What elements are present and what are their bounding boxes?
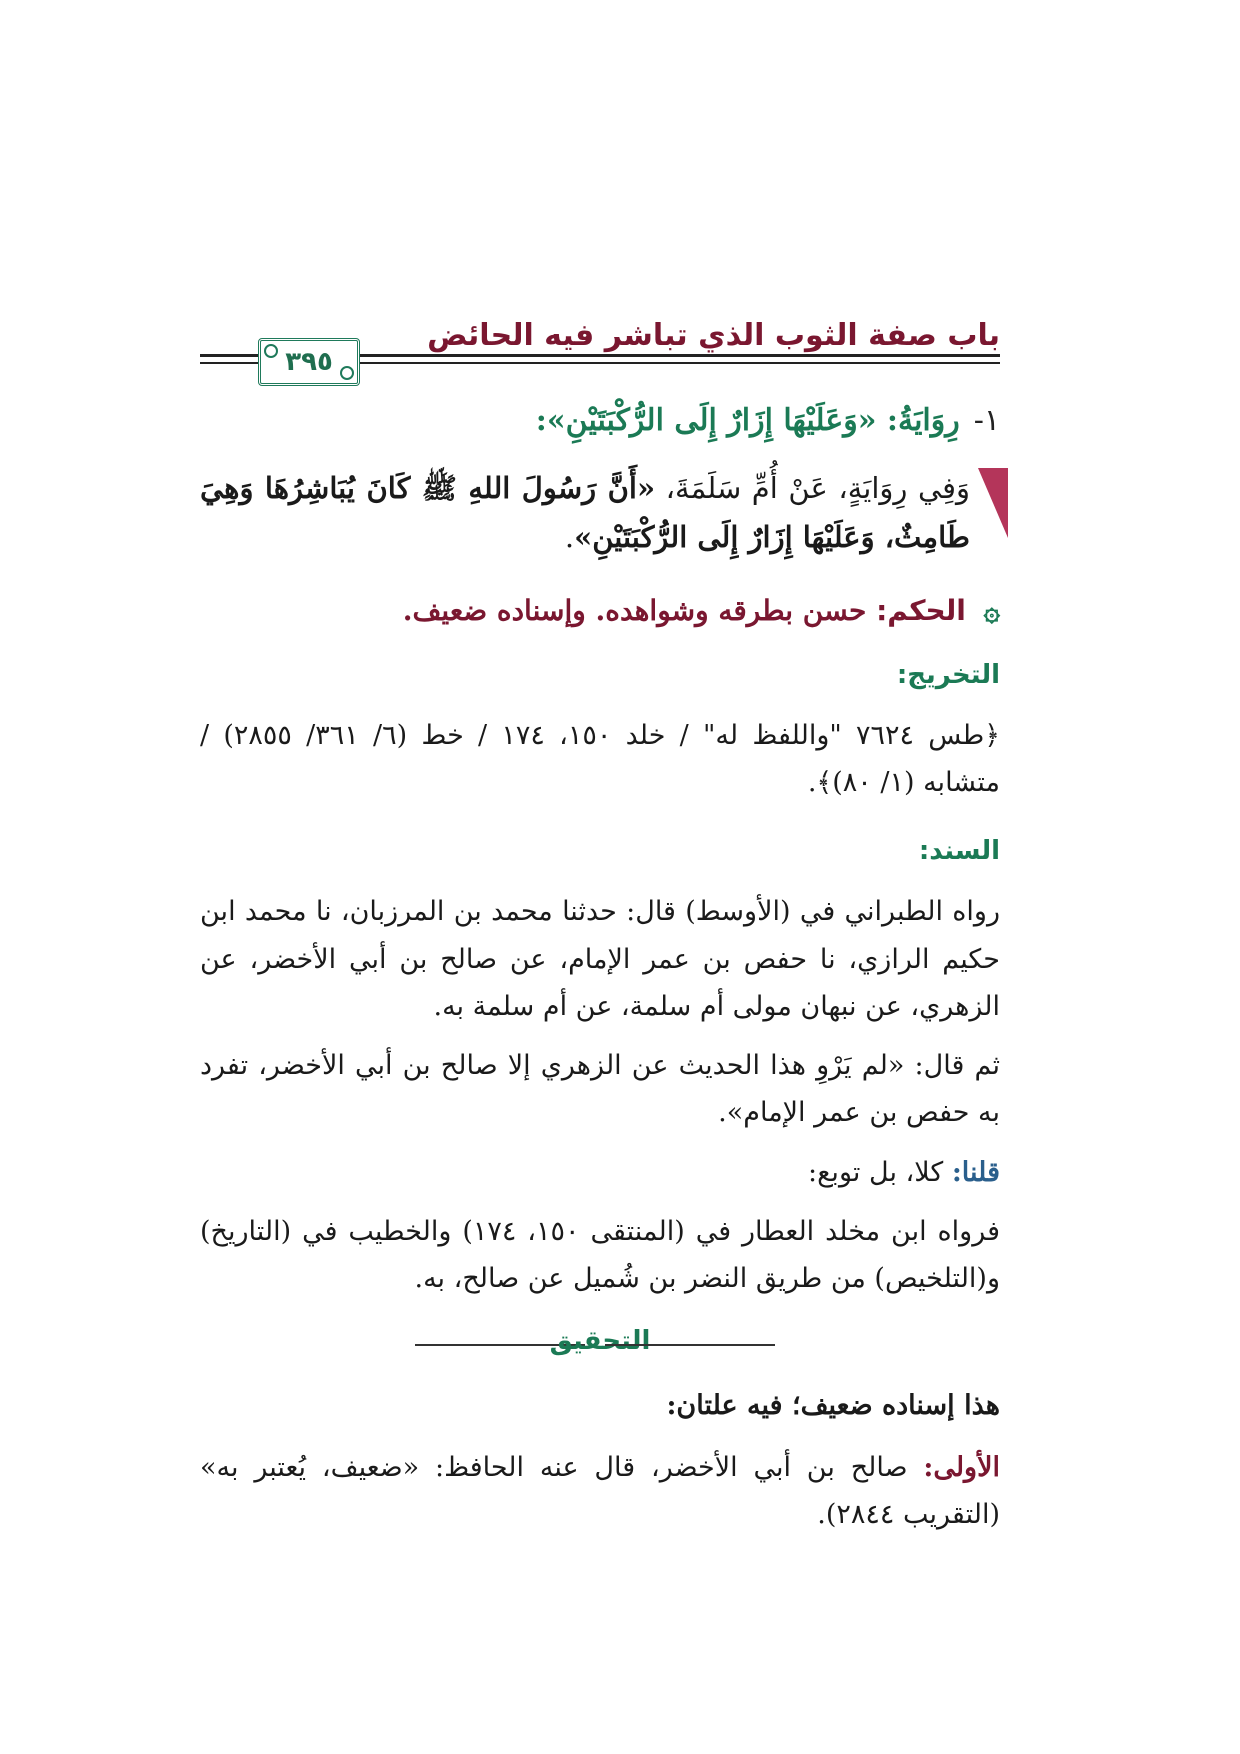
chapter-title: باب صفة الثوب الذي تباشر فيه الحائض: [427, 318, 1000, 353]
page-number: ٣٩٥: [285, 347, 333, 377]
page-number-badge: [258, 338, 360, 386]
corner-ornament-icon: [978, 468, 1008, 538]
item-heading-text: رِوَايَةُ: «وَعَلَيْهَا إِزَارٌ إِلَى الرُّكْبَتَيْنِ»:: [535, 403, 960, 438]
page-header: [200, 290, 1000, 377]
first-illa-label: الأولى:: [923, 1451, 1000, 1483]
item-heading: [200, 400, 1000, 442]
qulna-label: قلنا:: [951, 1156, 1000, 1188]
sanad-paragraph: ثم قال: «لم يَرْوِ هذا الحديث عن الزهري إلا صالح بن أبي الأخضر، تفرد به حفص بن عمر الإمام».: [200, 1050, 1000, 1129]
document-page: [200, 290, 1000, 1538]
ruling-value: حسن بطرقه وشواهده. وإسناده ضعيف.: [402, 593, 867, 627]
ruling-label: الحكم:: [876, 593, 966, 627]
flower-ornament-icon: ۞: [983, 593, 1000, 627]
item-number: ١-: [973, 403, 1000, 438]
followup-paragraph: فرواه ابن مخلد العطار في (المنتقى ١٥٠، ١٧٤) والخطيب في (التاريخ) و(التلخيص) من طريق النضر بن شُميل عن صالح، به.: [200, 1215, 1001, 1295]
hadith-text: [200, 464, 970, 563]
takhrij-text: ﴿طس ٧٦٢٤ "واللفظ له" / خلد ١٥٠، ١٧٤ / خط (٦/ ٣٦١/ ٢٨٥٥) / متشابه (١/ ٨٠)﴾.: [200, 719, 1001, 799]
qulna-text: كلا، بل توبع:: [807, 1156, 952, 1188]
hadith-block: [200, 464, 1000, 563]
tahqiq-title: التحقيق: [549, 1326, 651, 1357]
sanad-title: السند:: [918, 836, 1000, 867]
tahqiq-intro: هذا إسناده ضعيف؛ فيه علتان:: [666, 1390, 1000, 1422]
divider-line: [605, 1344, 775, 1346]
first-illa-paragraph: [200, 1444, 1000, 1539]
first-illa-text: صالح بن أبي الأخضر، قال عنه الحافظ: «ضعيف، يُعتبر به» (التقريب ٢٨٤٤).: [200, 1451, 1000, 1530]
tahqiq-divider: [200, 1324, 1000, 1364]
qulna-paragraph: [200, 1149, 1000, 1196]
sanad-paragraph: رواه الطبراني في (الأوسط) قال: حدثنا محمد بن المرزبان، نا محمد ابن حكيم الرازي، نا حفص بن عمر الإمام، عن صالح بن أبي الأخضر، عن الزهري، عن نبهان مولى أم سلمة، عن أم سلمة به.: [200, 896, 1000, 1022]
hadith-end: .: [564, 520, 575, 555]
hadith-intro: وَفِي رِوَايَةٍ، عَنْ أُمِّ سَلَمَةَ،: [655, 471, 970, 505]
ruling: [200, 591, 1000, 630]
takhrij-title: التخريج:: [896, 659, 1000, 690]
hadith-quote: «أَنَّ رَسُولَ اللهِ ﷺ كَانَ يُبَاشِرُهَا وَهِيَ طَامِثٌ، وَعَلَيْهَا إِزَارٌ إِلَى الرُّكْبَتَيْنِ»: [200, 471, 970, 555]
